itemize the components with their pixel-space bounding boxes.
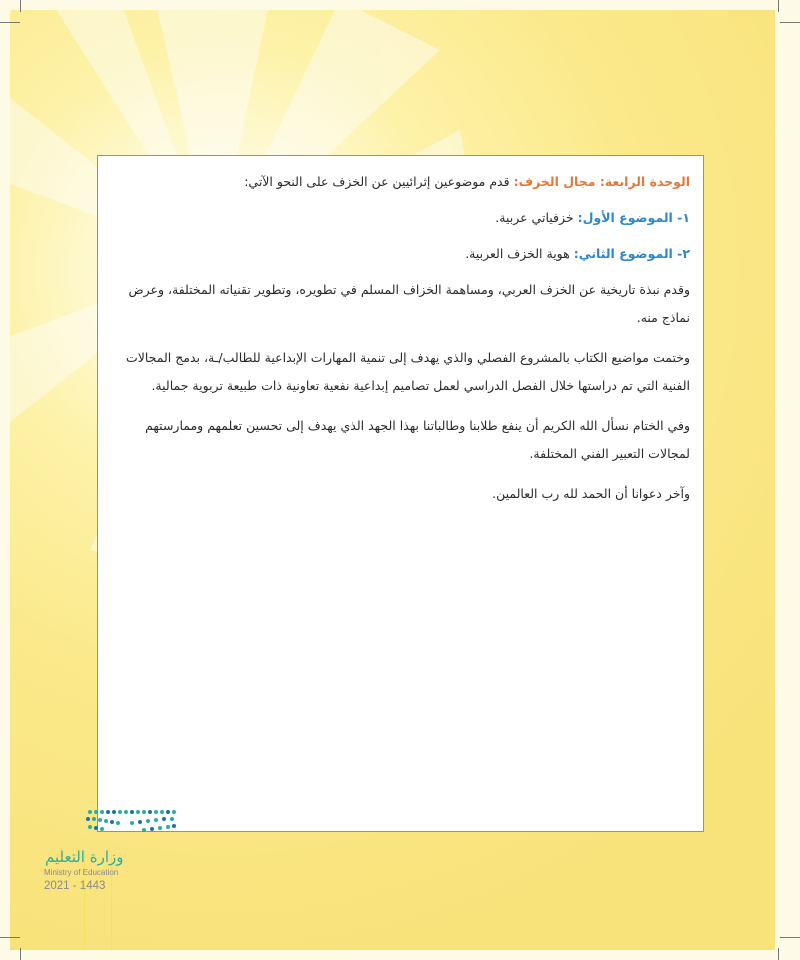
closing-paragraph: وفي الختام نسأل الله الكريم أن ينفع طلابنا وطالباتنا بهذا الجهد الذي يهدف إلى تحسين تعلمهم وممارستهم لمجالات التعبير الفني المختلفة.	[145, 418, 690, 461]
project-paragraph: وختمت مواضيع الكتاب بالمشروع الفصلي والذي يهدف إلى تنمية المهارات الإبداعية للطالب/ـة، بدمج المجالات الفنية التي تم دراستها خلال الفصل الدراسي لعمل تصاميم إبداعية نفعية تعاونية ذات طبيعة تربوية جمالية.	[125, 350, 690, 393]
topic-2-text: هوية الخزف العربية.	[465, 246, 574, 261]
crop-mark	[20, 0, 21, 12]
topic-1-text: خزفياتي عربية.	[495, 210, 578, 225]
final-paragraph: وآخر دعوانا أن الحمد لله رب العالمين.	[492, 486, 690, 501]
unit-heading: الوحدة الرابعة: مجال الخزف:	[513, 174, 690, 189]
topic-1-label: ١- الموضوع الأول:	[577, 210, 690, 225]
crop-mark	[778, 0, 779, 12]
edition-year: 2021 - 1443	[44, 880, 106, 892]
crop-mark	[780, 937, 800, 938]
crop-mark	[0, 937, 20, 938]
history-paragraph: وقدم نبذة تاريخية عن الخزف العربي، ومساهمة الخزاف المسلم في تطويره، وتطوير تقنياته المختلفة، وعرض نماذج منه.	[128, 282, 690, 325]
ministry-name-english: Ministry of Education	[44, 868, 119, 877]
crop-mark	[0, 22, 20, 23]
crop-mark	[20, 948, 21, 960]
unit-text: قدم موضوعين إثرائيين عن الخزف على النحو الآتي:	[244, 174, 514, 189]
body-text	[110, 168, 690, 520]
ministry-name-arabic: وزارة التعليم	[45, 848, 124, 866]
crop-mark	[780, 22, 800, 23]
unit-paragraph	[110, 168, 690, 196]
topic-2	[110, 240, 690, 268]
crop-mark	[778, 948, 779, 960]
topic-1	[110, 204, 690, 232]
topic-2-label: ٢- الموضوع الثاني:	[573, 246, 690, 261]
